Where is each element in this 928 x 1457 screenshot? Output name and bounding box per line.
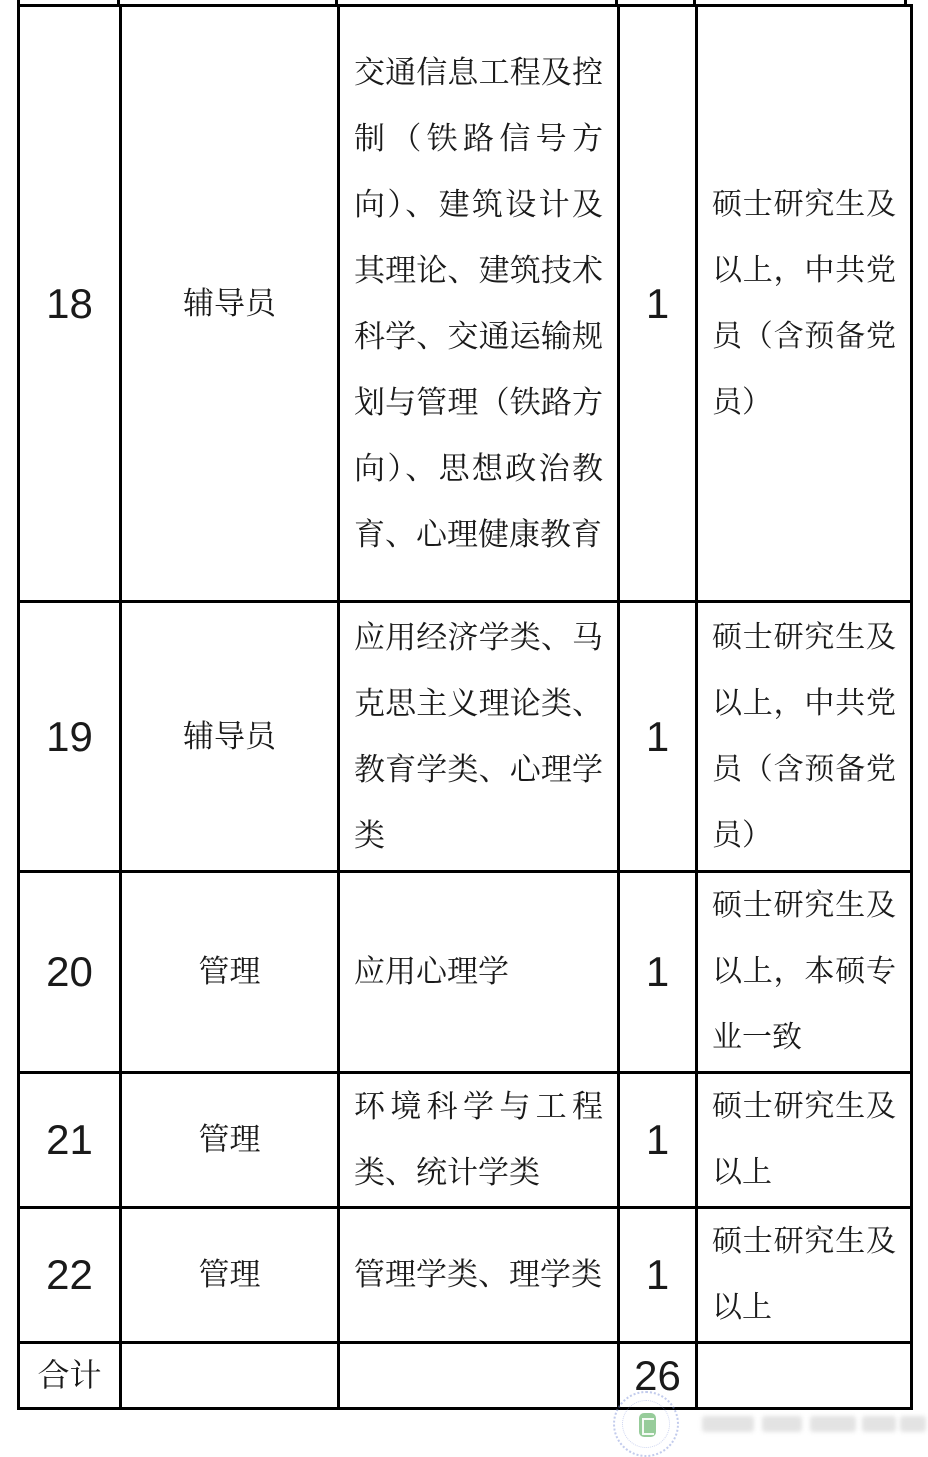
cell-count: 1: [619, 602, 697, 872]
cell-no: 22: [19, 1208, 121, 1343]
watermark-text-smudge: [810, 1416, 856, 1432]
cell-post: 管理: [121, 1073, 339, 1208]
watermark-text-smudge: [862, 1416, 896, 1432]
watermark-text-smudge: [900, 1416, 926, 1432]
table-row-19: [19, 602, 912, 872]
cell-requirement: 硕士研究生及以上，中共党员（含预备党员）: [697, 602, 912, 872]
table-row-22: [19, 1208, 912, 1343]
cell-requirement: 硕士研究生及以上: [697, 1208, 912, 1343]
total-count-cell: 26: [619, 1343, 697, 1409]
cell-no: 19: [19, 602, 121, 872]
table-row-total: [19, 1343, 912, 1409]
table-row-20: [19, 872, 912, 1073]
watermark-text-smudge: [762, 1416, 802, 1432]
cell-majors: 应用心理学: [339, 872, 619, 1073]
cell-majors: 环境科学与工程类、统计学类: [339, 1073, 619, 1208]
table-row-18: [19, 6, 912, 602]
cell-requirement: 硕士研究生及以上，中共党员（含预备党员）: [697, 6, 912, 602]
cell-post: 辅导员: [121, 602, 339, 872]
cell-no: 18: [19, 6, 121, 602]
cell-requirement: 硕士研究生及以上: [697, 1073, 912, 1208]
cell-count: 1: [619, 6, 697, 602]
watermark-text-smudge: [702, 1416, 754, 1432]
cell-post: 管理: [121, 872, 339, 1073]
cell-post: 管理: [121, 1208, 339, 1343]
cell-majors: 管理学类、理学类: [339, 1208, 619, 1343]
cell-count: 1: [619, 1208, 697, 1343]
cell-requirement: 硕士研究生及以上，本硕专业一致: [697, 872, 912, 1073]
cell-no: 21: [19, 1073, 121, 1208]
empty-cell: [339, 1343, 619, 1409]
empty-cell: [121, 1343, 339, 1409]
cell-majors: 交通信息工程及控制（铁路信号方向）、建筑设计及其理论、建筑技术科学、交通运输规划与管理（铁路方向）、思想政治教育、心理健康教育: [339, 6, 619, 602]
cell-post: 辅导员: [121, 6, 339, 602]
seal-watermark-icon: [613, 1391, 679, 1457]
cell-count: 1: [619, 872, 697, 1073]
cell-count: 1: [619, 1073, 697, 1208]
empty-cell: [697, 1343, 912, 1409]
cell-majors: 应用经济学类、马克思主义理论类、教育学类、心理学类: [339, 602, 619, 872]
cell-no: 20: [19, 872, 121, 1073]
total-label-cell: 合计: [19, 1343, 121, 1409]
seal-logo-glyph: [639, 1413, 656, 1437]
table-row-21: [19, 1073, 912, 1208]
recruitment-table: [17, 4, 913, 1410]
